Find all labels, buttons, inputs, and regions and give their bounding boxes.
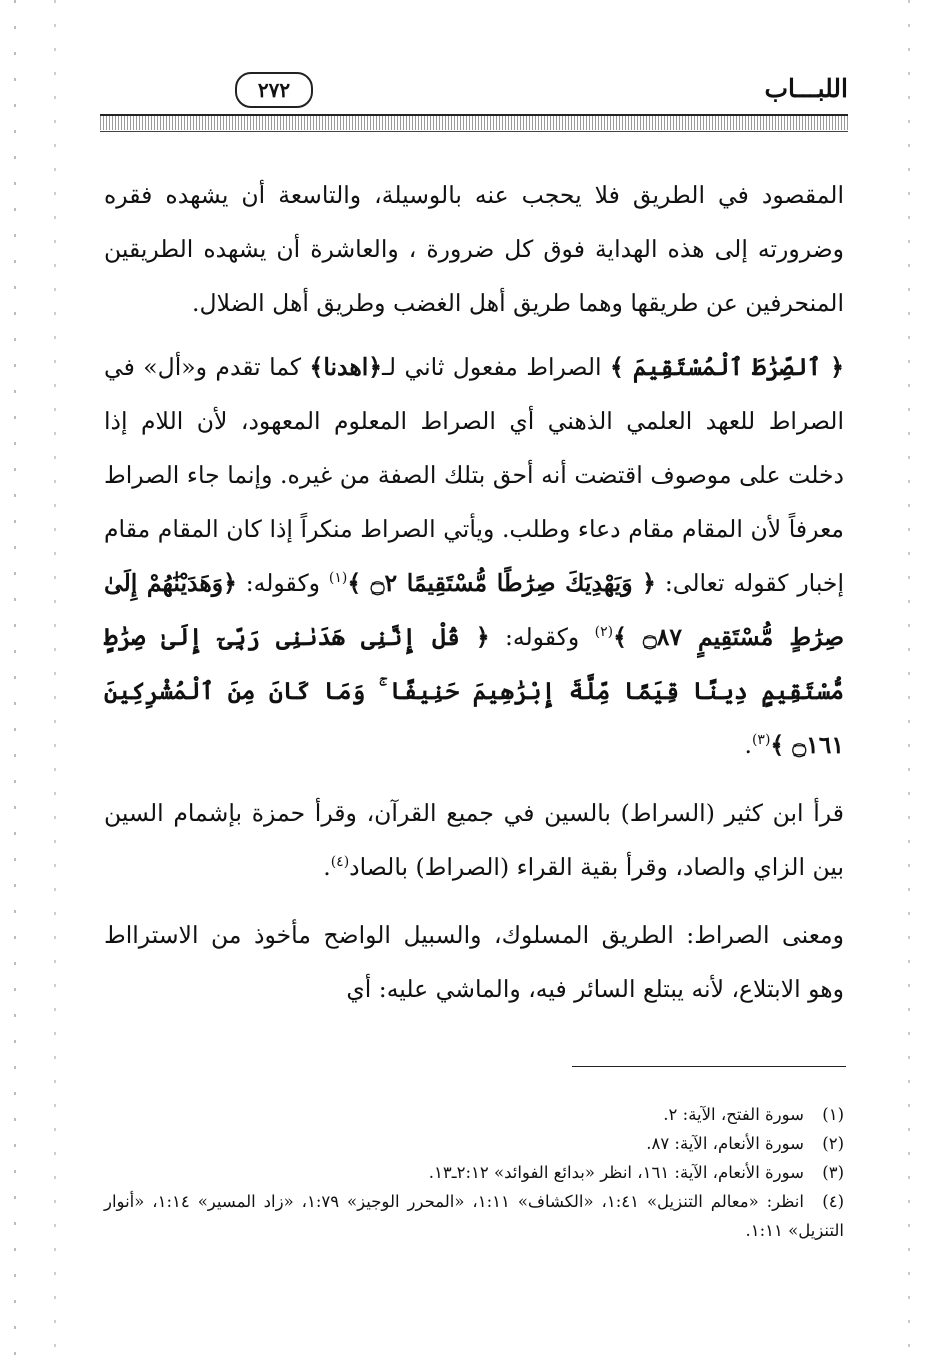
footnote-text: سورة الأنعام، الآية: ٨٧. (646, 1134, 804, 1153)
scan-margin-mark-right (908, 0, 910, 1361)
footnote-separator (572, 1066, 846, 1067)
paragraph-3-text: قرأ ابن كثير (السراط) بالسين في جميع القرآن، وقرأ حمزة بإشمام السين بين الزاي والصاد، وقرأ بقية القراء (الصراط) بالصاد (104, 799, 844, 881)
quran-quote-main: ﴿ ٱلصِّرَٰطَ ٱلْمُسْتَقِيمَ ﴾ (610, 353, 845, 381)
paragraph-2-text-2: كما تقدم و«أل» في الصراط للعهد العلمي الذهني أي الصراط المعلوم المعهود، لأن اللام إذا دخلت على موصوف اقتضت أنه أحق بتلك الصفة من غيره. وإنما جاء الصراط معرفاً لأن المقام مقام دعاء وطلب. ويأتي الصراط منكراً إذا كان المقام مقام إخبار كقوله تعالى: (104, 353, 844, 597)
quran-quote-2: ﴿وَهَدَيْنَٰهُمْ إِلَىٰ صِرَٰطٍ مُّسْتَقِيمٍ ۝٨٧ ﴾ (104, 569, 845, 651)
paragraph-2 (104, 340, 844, 772)
running-title: اللبـــاب (764, 74, 848, 103)
footnote-number: (٤) (822, 1192, 844, 1211)
footnote-number: (١) (822, 1105, 844, 1124)
footnote-3 (104, 1158, 844, 1187)
footnote-text: سورة الأنعام، الآية: ١٦١، انظر «بدائع الفوائد» ٢:١٢ـ١٣. (428, 1163, 804, 1182)
footnote-text: سورة الفتح، الآية: ٢. (663, 1105, 804, 1124)
page-header (100, 70, 848, 110)
scan-margin-mark-left (14, 0, 16, 1361)
footnote-4 (104, 1187, 844, 1245)
paragraph-2-text-4: وكقوله: (489, 623, 595, 651)
paragraph-3 (104, 786, 844, 894)
footnote-ref-4: (٤) (330, 854, 350, 871)
footnotes (104, 1100, 844, 1245)
scan-margin-mark-left-inner (54, 0, 56, 1361)
footnote-ref-3: (٣) (751, 732, 771, 749)
footnote-1 (104, 1100, 844, 1129)
paragraph-2-text-1: الصراط مفعول ثاني لـ (382, 353, 611, 381)
quran-quote-ihdina: ﴿اهدنا﴾ (309, 353, 383, 381)
footnote-number: (٢) (822, 1134, 844, 1153)
page-number-badge: ٢٧٢ (235, 72, 313, 108)
footnote-text: انظر: «معالم التنزيل» ١:٤١، «الكشاف» ١:١١، «المحرر الوجيز» ١:٧٩، «زاد المسير» ١:١٤، «أنوار التنزيل» ١:١١. (104, 1192, 844, 1240)
header-rule (100, 114, 848, 130)
body-text (104, 168, 844, 1030)
paragraph-2-text-5: . (744, 731, 752, 759)
paragraph-2-text-3: وكقوله: (236, 569, 329, 597)
paragraph-1: المقصود في الطريق فلا يحجب عنه بالوسيلة، والتاسعة أن يشهده فقره وضرورته إلى هذه الهداية فوق كل ضرورة ، والعاشرة أن يشهده الطريقين المنحرفين عن طريقها وهما طريق أهل الغضب وطريق أهل الضلال. (104, 181, 844, 317)
footnote-ref-2: (٢) (594, 624, 614, 641)
quran-quote-3: ﴿ قُلْ إِنَّنِى هَدَىٰنِى رَبِّىٓ إِلَىٰ صِرَٰطٍ مُّسْتَقِيمٍ دِينًا قِيَمًا مِّلَّةَ إِبْرَٰهِيمَ حَنِيفًا ۚ وَمَا كَانَ مِنَ ٱلْمُشْرِكِينَ ۝١٦١ ﴾ (104, 623, 844, 759)
footnote-number: (٣) (822, 1163, 844, 1182)
footnote-2 (104, 1129, 844, 1158)
footnote-ref-1: (١) (328, 570, 348, 587)
quran-quote-1: ﴿ وَيَهْدِيَكَ صِرَٰطًا مُّسْتَقِيمًا ۝٢ ﴾ (347, 569, 656, 597)
paragraph-3-end: . (323, 853, 331, 881)
paragraph-4: ومعنى الصراط: الطريق المسلوك، والسبيل الواضح مأخوذ من الاسترااط وهو الابتلاع، لأنه يبتلع السائر فيه، والماشي عليه: أي (104, 921, 844, 1003)
